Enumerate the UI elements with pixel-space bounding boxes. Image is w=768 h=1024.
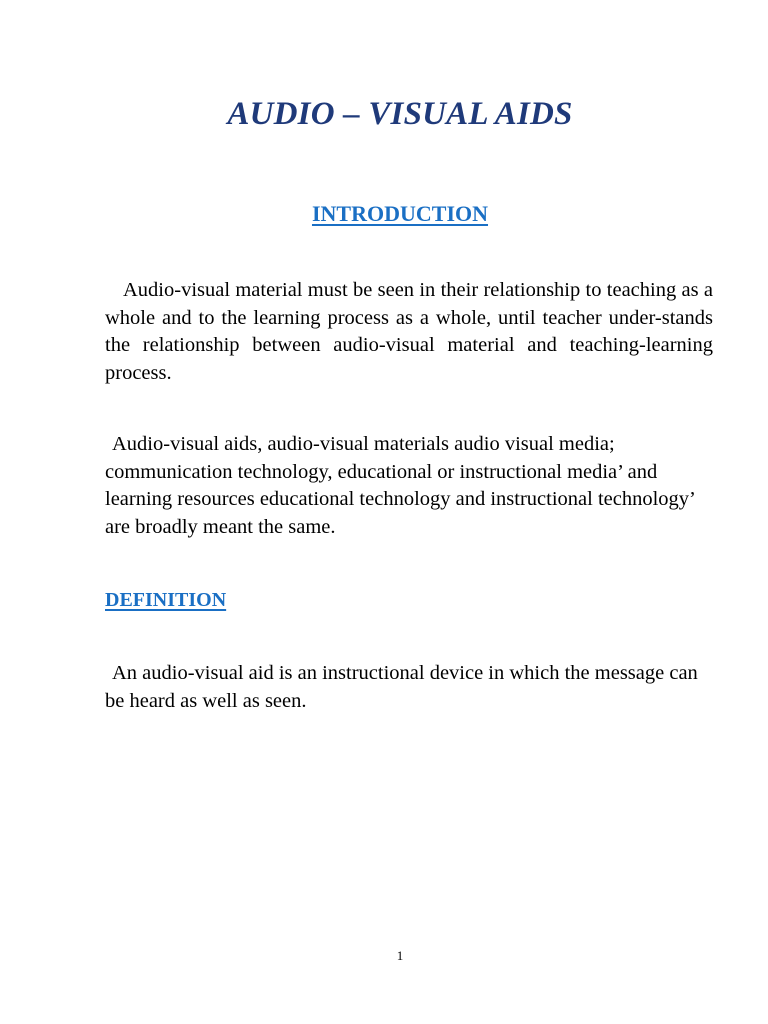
document-title: AUDIO – VISUAL AIDS bbox=[227, 96, 573, 132]
definition-paragraph: An audio-visual aid is an instructional device in which the message can be heard as well as seen. bbox=[105, 662, 698, 712]
introduction-paragraph-2: Audio-visual aids, audio-visual materials audio visual media; communication technology, educational or instructional media’ and learning resources educational technology and instructional technology’ are broadly meant the same. bbox=[105, 433, 695, 538]
section-heading-introduction: INTRODUCTION bbox=[311, 201, 489, 226]
page-number: 1 bbox=[396, 948, 404, 963]
section-heading-definition: DEFINITION bbox=[105, 589, 227, 611]
introduction-paragraph-1: Audio-visual material must be seen in their relationship to teaching as a whole and to the learning process as a whole, until teacher under-stands the relationship between audio-visual material and teaching-learning process. bbox=[105, 279, 713, 384]
